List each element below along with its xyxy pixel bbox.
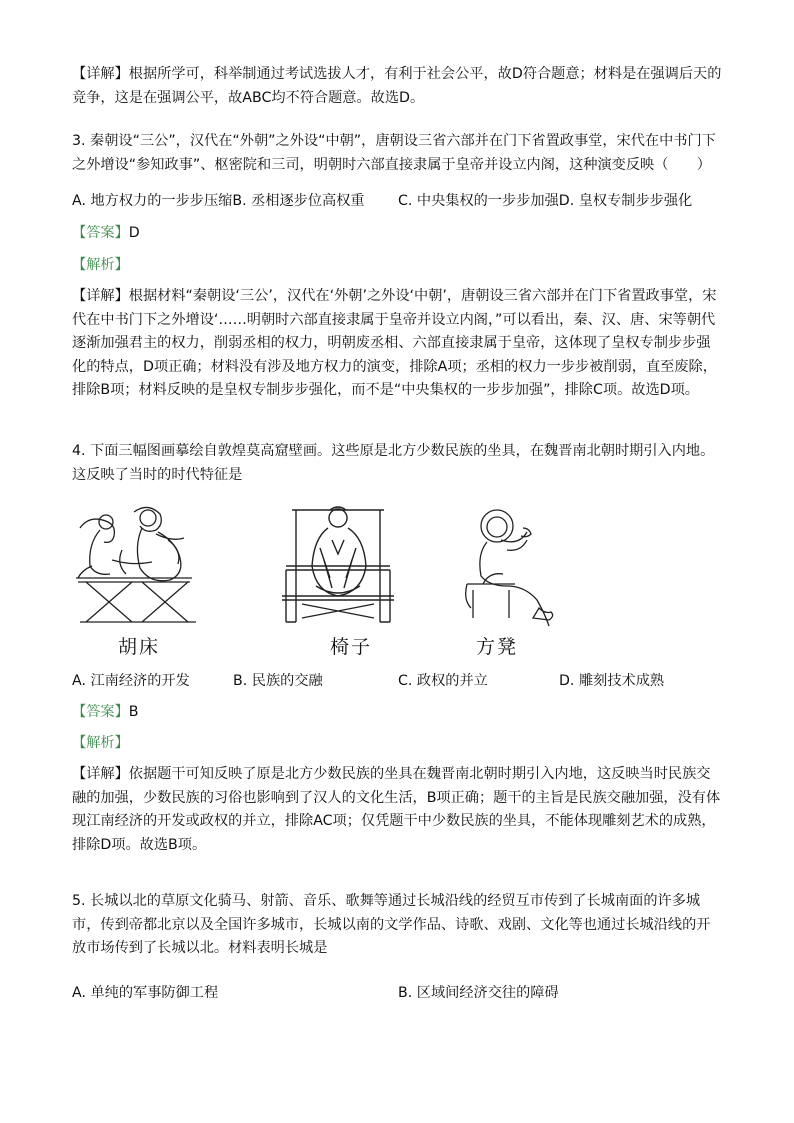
caption-chair: 椅子 — [330, 636, 373, 658]
q3-stem: 3. 秦朝设“三公”，汉代在“外朝”之外设“中朝”，唐朝设三省六部并在门下省置政事堂，宋代在中书门下之外增设“参知政事”、枢密院和三司，明朝时六部直接隶属于皇帝并设立内阁，这种演变反映（ ） — [72, 133, 716, 173]
q5-options — [72, 982, 722, 1006]
q3-detail-tag: 【详解】 — [72, 288, 129, 304]
q4-option-a: A. 江南经济的开发 — [72, 673, 190, 689]
q3-option-cd: C. 中央集权的一步步加强D. 皇权专制步步强化 — [398, 193, 693, 209]
chair-illustration — [272, 500, 402, 630]
q3-answer-value: D — [128, 225, 140, 241]
q4-options — [72, 670, 722, 694]
q4-answer-tag: 【答案】 — [72, 704, 129, 720]
q4-detail — [72, 763, 722, 857]
caption-square-stool: 方凳 — [476, 636, 519, 658]
q4-detail-text: 依据题干可知反映了原是北方少数民族的坐具在魏晋南北朝时期引入内地，这反映当时民族交融的加强，少数民族的习俗也影响到了汉人的文化生活，B项正确；题干的主旨是民族交融加强，没有体现江南经济的开发或政权的并立，排除AC项；仅凭题干中少数民族的坐具，不能体现雕刻艺术的成熟，排除D项。故选B项。 — [72, 766, 721, 853]
q3-option-ab: A. 地方权力的一步步压缩B. 丞相逐步位高权重 — [72, 193, 365, 209]
q2-detail-text: 根据所学可，科举制通过考试选拔人才，有利于社会公平，故D符合题意；材料是在强调后天的竞争，这是在强调公平，故ABC均不符合题意。故选D。 — [72, 66, 722, 106]
q3-answer — [72, 222, 722, 246]
q5-stem: 5. 长城以北的草原文化骑马、射箭、音乐、歌舞等通过长城沿线的经贸互市传到了长城南面的许多城市，传到帝都北京以及全国许多城市，长城以南的文学作品、诗歌、戏剧、文化等也通过长城沿线的开放市场传到了长城以北。材料表明长城是 — [72, 893, 711, 956]
q4-option-b: B. 民族的交融 — [233, 673, 323, 689]
q3-options — [72, 190, 722, 214]
q3-detail-text: 根据材料“秦朝设‘三公’，汉代在‘外朝’之外设‘中朝’，唐朝设三省六部并在门下省置政事堂，宋代在中书门下之外增设‘……明朝时六部直接隶属于皇帝并设立内阁，”可以看出，秦、汉、唐、宋等朝代逐渐加强君主的权力，削弱丞相的权力，明朝废丞相、六部直接隶属于皇帝，这体现了皇权专制步步强化的特点，D项正确；材料没有涉及地方权力的演变，排除A项；丞相的权力一步步被削弱，直至废除，排除B项；材料反映的是皇权专制步步强化，而不是“中央集权的一步步加强”，排除C项。故选D项。 — [72, 288, 717, 398]
caption-hu-chuang: 胡床 — [118, 636, 161, 658]
q4-option-c: C. 政权的并立 — [398, 673, 488, 689]
hu-chuang-illustration — [72, 500, 202, 630]
q3-analysis-tag: 【解析】 — [72, 257, 129, 273]
q2-detail-tag: 【详解】 — [72, 66, 129, 82]
q2-detail — [72, 63, 722, 110]
q3-answer-tag: 【答案】 — [72, 225, 129, 241]
q3-detail — [72, 285, 722, 403]
q4-analysis-tag: 【解析】 — [72, 735, 129, 751]
q4-answer — [72, 701, 722, 725]
q4-figures — [72, 500, 572, 660]
q4-stem: 4. 下面三幅图画摹绘自敦煌莫高窟壁画。这些原是北方少数民族的坐具，在魏晋南北朝时期引入内地。这反映了当时的时代特征是 — [72, 443, 715, 483]
q4-option-d: D. 雕刻技术成熟 — [559, 673, 665, 689]
q5-option-b: B. 区域间经济交往的障碍 — [398, 985, 559, 1001]
q4-detail-tag: 【详解】 — [72, 766, 129, 782]
q5-option-a: A. 单纯的军事防御工程 — [72, 985, 219, 1001]
q4-answer-value: B — [128, 704, 139, 720]
square-stool-illustration — [457, 500, 567, 630]
